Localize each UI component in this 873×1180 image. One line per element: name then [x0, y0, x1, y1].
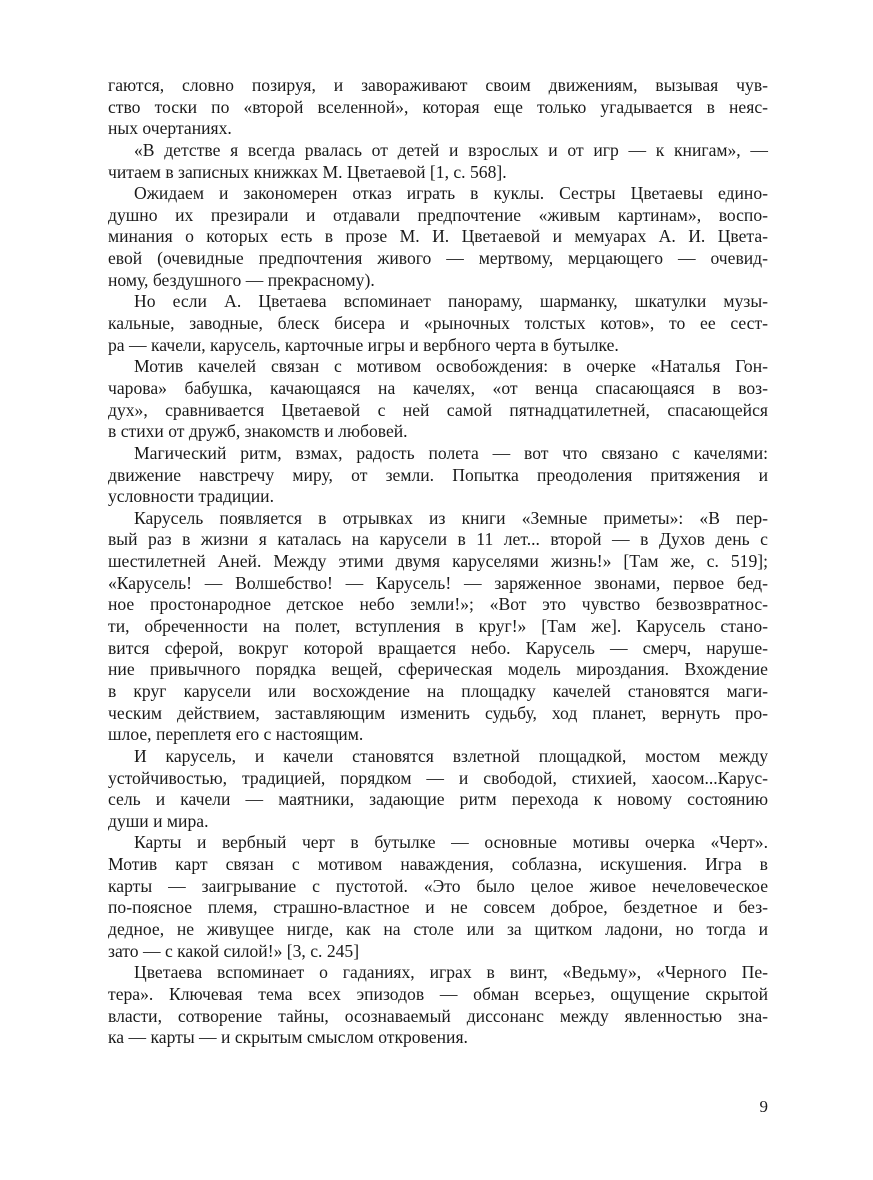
text-line: условности традиции. [108, 486, 274, 507]
text-line: И карусель, и качели становятся взлетной площадкой, мостом между [134, 745, 768, 766]
text-line: устойчивостью, традицией, порядком — и свободой, стихией, хаосом...Карус- [108, 767, 768, 788]
text-line: душно их презирали и отдавали предпочтение «живым картинам», воспо- [108, 204, 768, 225]
text-line: кальные, заводные, блеск бисера и «рыночных толстых котов», то ее сест- [108, 313, 768, 334]
text-line: «В детстве я всегда рвалась от детей и взрослых и от игр — к книгам», — [134, 139, 768, 160]
paragraph [108, 140, 768, 183]
text-line: читаем в записных книжках М. Цветаевой [1, с. 568]. [108, 161, 507, 182]
text-line: шестилетней Аней. Между этими двумя каруселями жизнь!» [Там же, с. 519]; [108, 551, 768, 572]
text-line: зато — с какой силой!» [3, с. 245] [108, 940, 360, 961]
text-line: в стихи от дружб, знакомств и любовей. [108, 421, 408, 442]
paragraph [108, 75, 768, 140]
text-line: власти, сотворение тайны, осознаваемый диссонанс между явленностью зна- [108, 1005, 768, 1026]
text-line: сель и качели — маятники, задающие ритм перехода к новому состоянию [108, 789, 768, 810]
text-line: «Карусель! — Волшебство! — Карусель! — заряженное звонами, первое бед- [108, 572, 768, 593]
text-line: Карусель появляется в отрывках из книги «Земные приметы»: «В пер- [134, 507, 768, 528]
text-line: шлое, переплетя его с настоящим. [108, 724, 364, 745]
text-line: ти, обреченности на полет, вступления в круг!» [Там же]. Карусель стано- [108, 616, 768, 637]
paragraph [108, 291, 768, 356]
paragraph [108, 832, 768, 962]
text-line: ка — карты — и скрытым смыслом откровения. [108, 1027, 468, 1048]
text-line: души и мира. [108, 810, 209, 831]
text-line: в круг карусели или восхождение на площадку качелей становятся маги- [108, 680, 768, 701]
text-line: Ожидаем и закономерен отказ играть в куклы. Сестры Цветаевы едино- [134, 183, 768, 204]
text-line: Цветаева вспоминает о гаданиях, играх в винт, «Ведьму», «Черного Пе- [134, 962, 768, 983]
text-line: вый раз в жизни я каталась на карусели в 11 лет... второй — в Духов день с [108, 529, 768, 550]
paragraph [108, 962, 768, 1049]
text-line: ра — качели, карусель, карточные игры и вербного черта в бутылке. [108, 334, 619, 355]
text-line: ных очертаниях. [108, 118, 232, 139]
paragraph [108, 508, 768, 746]
text-line: чарова» бабушка, качающаяся на качелях, «от венца спасающаяся в воз- [108, 377, 768, 398]
text-line: Мотив качелей связан с мотивом освобождения: в очерке «Наталья Гон- [134, 356, 768, 377]
paragraph [108, 443, 768, 508]
text-line: вится сферой, вокруг которой вращается небо. Карусель — смерч, наруше- [108, 637, 768, 658]
page-number: 9 [759, 1097, 768, 1116]
text-line: евой (очевидные предпочтения живого — мертвому, мерцающего — очевид- [108, 248, 768, 269]
text-line: Мотив карт связан с мотивом наваждения, соблазна, искушения. Игра в [108, 854, 768, 875]
paragraph [108, 746, 768, 833]
text-line: движение навстречу миру, от земли. Попытка преодоления притяжения и [108, 464, 768, 485]
text-line: по-поясное племя, страшно-властное и не совсем доброе, бездетное и без- [108, 897, 768, 918]
text-line: дух», сравнивается Цветаевой с ней самой пятнадцатилетней, спасающейся [108, 399, 768, 420]
text-line: дедное, не живущее нигде, как на столе или за щитком ладони, но тогда и [108, 918, 768, 939]
text-line: ное простонародное детское небо земли!»; «Вот это чувство безвозвратнос- [108, 594, 768, 615]
text-line: ческим действием, заставляющим изменить судьбу, ход планет, вернуть про- [108, 702, 768, 723]
body-text [108, 75, 768, 1049]
text-line: ному, бездушного — прекрасному). [108, 269, 375, 290]
text-line: Карты и вербный черт в бутылке — основные мотивы очерка «Черт». [134, 832, 768, 853]
text-line: тера». Ключевая тема всех эпизодов — обман всерьез, ощущение скрытой [108, 983, 768, 1004]
text-line: ние привычного порядка вещей, сферическая модель мироздания. Вхождение [108, 659, 768, 680]
text-line: ство тоски по «второй вселенной», которая еще только угадывается в неяс- [108, 96, 768, 117]
text-line: Магический ритм, взмах, радость полета — вот что связано с качелями: [134, 442, 768, 463]
paragraph [108, 183, 768, 291]
text-line: минания о которых есть в прозе М. И. Цветаевой и мемуарах А. И. Цвета- [108, 226, 768, 247]
paragraph [108, 356, 768, 443]
text-line: гаются, словно позируя, и завораживают своим движениям, вызывая чув- [108, 75, 768, 95]
text-line: карты — заигрывание с пустотой. «Это было целое живое нечеловеческое [108, 875, 768, 896]
text-line: Но если А. Цветаева вспоминает панораму, шарманку, шкатулки музы- [134, 291, 768, 312]
